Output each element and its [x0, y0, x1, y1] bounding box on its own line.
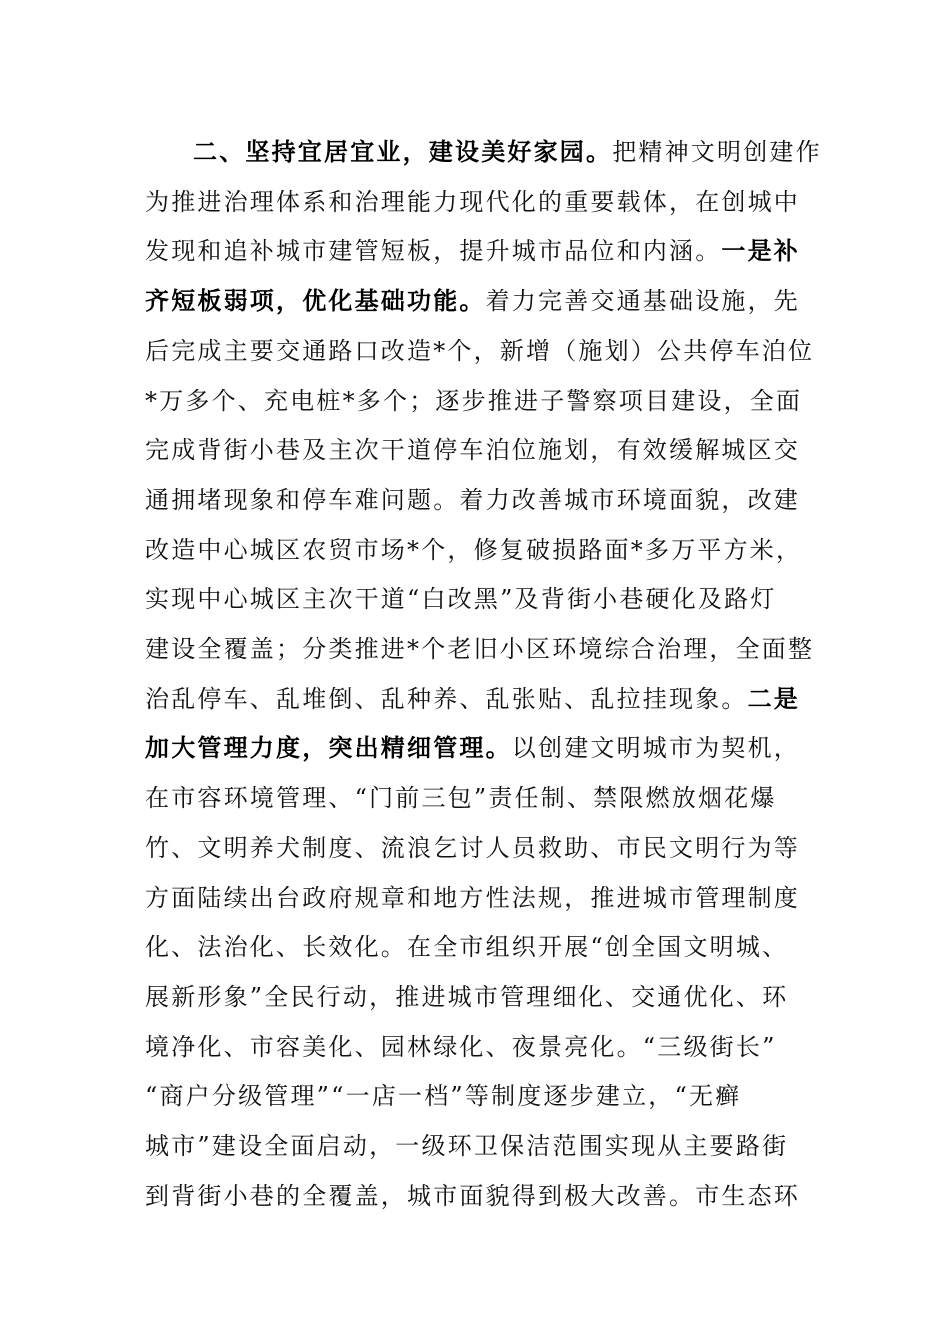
- text-line: [145, 927, 805, 967]
- body-text: 把精神文明创建作: [612, 138, 822, 166]
- body-text: 化、法治化、长效化。在全市组织开展“创全国文明城、: [145, 933, 789, 961]
- text-line: [145, 728, 805, 768]
- text-line: [145, 331, 815, 371]
- text-line: [145, 480, 805, 520]
- text-line: [145, 231, 805, 271]
- text-line: [145, 182, 805, 222]
- body-text: 到背街小巷的全覆盖，城市面貌得到极大改善。市生态环: [145, 1182, 800, 1210]
- body-text: 境净化、市容美化、园林绿化、夜景亮化。“三级街长”: [145, 1033, 777, 1061]
- body-text: 实现中心城区主次干道“白改黑”及背街小巷硬化及路灯: [145, 585, 777, 613]
- bold-heading-text: 一是补: [721, 236, 801, 265]
- body-text: 以创建文明城市为契机，: [511, 734, 801, 762]
- text-line: [145, 778, 805, 818]
- text-line: [145, 381, 805, 421]
- bold-heading-text: 齐短板弱项，优化基础功能。: [145, 286, 486, 315]
- text-line: [145, 828, 805, 868]
- body-text: “商户分级管理”“一店一档”等制度逐步建立，“无癣: [145, 1082, 742, 1110]
- bold-heading-text: 二、坚持宜居宜业，建设美好家园。: [193, 137, 613, 166]
- text-line: [145, 679, 805, 719]
- text-line: [145, 1027, 805, 1067]
- body-text: 完成背街小巷及主次干道停车泊位施划，有效缓解城区交: [145, 436, 800, 464]
- text-line: [145, 1126, 805, 1166]
- text-line: [145, 977, 805, 1017]
- body-text: 展新形象”全民行动，推进城市管理细化、交通优化、环: [145, 983, 789, 1011]
- text-line: [145, 629, 815, 669]
- text-line: [145, 430, 805, 470]
- text-line: [145, 281, 805, 321]
- text-line: [145, 878, 805, 918]
- bold-heading-text: 加大管理力度，突出精细管理。: [145, 733, 512, 762]
- body-text: 发现和追补城市建管短板，提升城市品位和内涵。: [145, 237, 722, 265]
- body-text: 竹、文明养犬制度、流浪乞讨人员救助、市民文明行为等: [145, 834, 800, 862]
- text-line: [145, 1076, 805, 1116]
- body-text: 建设全覆盖；分类推进*个老旧小区环境综合治理，全面整: [145, 635, 815, 663]
- body-text: *万多个、充电桩*多个；逐步推进子警察项目建设，全面: [145, 387, 803, 415]
- text-line: [145, 530, 805, 570]
- body-text: 着力完善交通基础设施，先: [485, 287, 801, 315]
- body-text: 为推进治理体系和治理能力现代化的重要载体，在创城中: [145, 188, 800, 216]
- body-text: 改造中心城区农贸市场*个，修复破损路面*多万平方米，: [145, 536, 803, 564]
- body-text: 在市容环境管理、“门前三包”责任制、禁限燃放烟花爆: [145, 784, 777, 812]
- text-line: [145, 579, 805, 619]
- body-text: 治乱停车、乱堆倒、乱种养、乱张贴、乱拉挂现象。: [145, 685, 748, 713]
- body-text: 方面陆续出台政府规章和地方性法规，推进城市管理制度: [145, 884, 800, 912]
- body-text: 后完成主要交通路口改造*个，新增（施划）公共停车泊位: [145, 337, 815, 365]
- text-line: [193, 132, 822, 172]
- body-text: 通拥堵现象和停车难问题。着力改善城市环境面貌，改建: [145, 486, 800, 514]
- bold-heading-text: 二是: [747, 684, 801, 713]
- body-text: 城市”建设全面启动，一级环卫保洁范围实现从主要路街: [145, 1132, 789, 1160]
- text-line: [145, 1176, 805, 1216]
